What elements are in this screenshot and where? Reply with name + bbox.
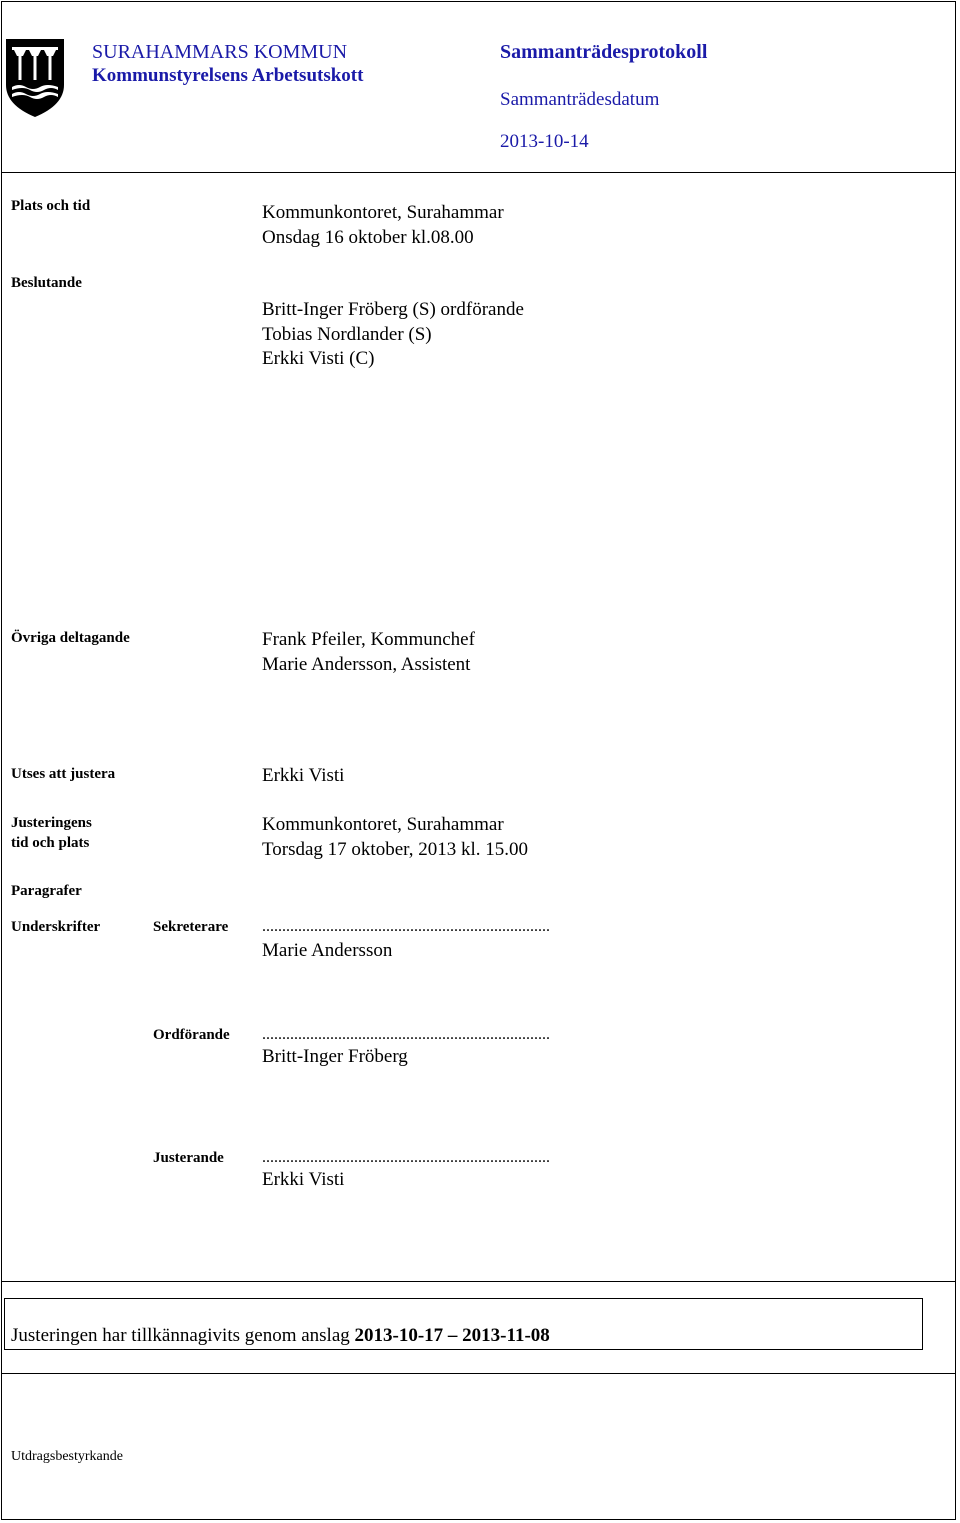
adjuster-role: Justerande [153,1150,224,1166]
notice-box [4,1298,923,1350]
secretary-role: Sekreterare [153,919,229,935]
chair-signature [262,1025,550,1070]
meeting-date: 2013-10-14 [500,131,589,152]
paragraphs-label: Paragrafer [11,883,82,899]
signatures-label: Underskrifter [11,919,101,935]
signature-line: ........................................................................ [262,918,550,935]
place-time-value [262,201,504,250]
signature-line: ........................................................................ [262,1149,550,1166]
org-unit: Kommunstyrelsens Arbetsutskott [92,65,364,86]
adjuster-signature [262,1148,550,1193]
others-members [262,628,475,677]
member-line: Britt-Inger Fröberg (S) ordförande [262,299,524,320]
chair-name: Britt-Inger Fröberg [262,1046,408,1067]
document-type: Sammanträdesprotokoll [500,41,708,63]
time-line: Onsdag 16 oktober kl.08.00 [262,226,474,248]
notice-text [11,1325,550,1347]
adjuster-label: Utses att justera [11,766,116,782]
others-label: Övriga deltagande [11,630,130,646]
secretary-signature [262,917,550,965]
adjustment-time: Torsdag 17 oktober, 2013 kl. 15.00 [262,838,528,860]
place-time-label: Plats och tid [11,198,91,214]
participant-line: Frank Pfeiler, Kommunchef [262,629,475,650]
place-line: Kommunkontoret, Surahammar [262,202,504,223]
adjustment-label [11,813,92,853]
chair-role: Ordförande [153,1027,230,1043]
header-divider [1,172,956,173]
adjustment-value [262,813,528,862]
adjustment-label-line: tid och plats [11,835,90,851]
member-line: Tobias Nordlander (S) [262,323,432,345]
date-label: Sammanträdesdatum [500,89,660,110]
notice-divider [1,1373,956,1374]
coat-of-arms-icon [4,37,66,119]
deciding-members [262,298,524,372]
member-line: Erkki Visti (C) [262,348,375,369]
adjuster-name: Erkki Visti [262,1169,345,1190]
certification-label: Utdragsbestyrkande [11,1449,123,1464]
secretary-name: Marie Andersson [262,940,393,961]
org-name: SURAHAMMARS KOMMUN [92,41,348,63]
signature-line: ........................................................................ [262,1026,550,1043]
adjuster-value: Erkki Visti [262,765,345,786]
adjustment-label-line: Justeringens [11,815,92,831]
deciding-label: Beslutande [11,275,82,291]
notice-dates: 2013-10-17 – 2013-11-08 [354,1325,550,1346]
notice-statement: Justeringen har tillkännagivits genom anslag [11,1325,350,1346]
participant-line: Marie Andersson, Assistent [262,653,471,675]
adjustment-place: Kommunkontoret, Surahammar [262,814,504,835]
signatures-divider [1,1281,956,1282]
